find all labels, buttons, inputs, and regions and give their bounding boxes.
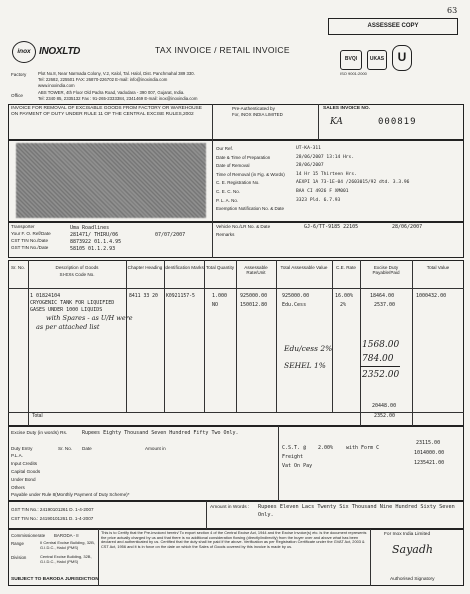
cst-label: C.S.T. @ <box>282 445 307 451</box>
cst-tin-value: 8873922 01.1.4.95 <box>70 239 122 245</box>
handwritten-sum-line <box>360 366 400 367</box>
capital-goods-label: Capital Goods <box>11 469 41 474</box>
item-cess-duty: 2537.00 <box>374 302 396 308</box>
payable-note: Payable under Rule 8(Monthly Payment of Duty Scheme)* <box>11 492 130 497</box>
signatory-label: Authorised Signatory <box>390 577 435 582</box>
detail-row: Exemption Notification No. & Date <box>216 206 285 212</box>
col-chapter: Chapter Heading <box>127 265 163 270</box>
handwritten-note-attached: as per attached list <box>36 323 100 331</box>
table-total-label: Total <box>32 413 43 419</box>
detail-row: Our Ref. UT-KA-311 <box>216 146 321 151</box>
item-rate: 925000.00 <box>240 293 268 299</box>
cst-value: 23115.00 <box>416 440 441 446</box>
range-value: II Central Excise Building, 32B, G.I.D.C., Halol (PMS) <box>40 540 95 550</box>
copy-label: ASSESSEE COPY <box>328 18 458 35</box>
handwritten-amount-1: 1568.00 <box>362 340 400 350</box>
handwritten-sehel: SEHEL 1% <box>284 361 326 370</box>
sr-no-label: Sr. No. <box>58 446 73 451</box>
cst-rate: 2.00% <box>318 445 334 451</box>
factory-label: Factory <box>11 72 27 77</box>
factory-address: Plot No.8, Near Narmada Colony, V.2, Kalol, Tal. Halol, Dist. Panchmahal 389 330. <box>38 71 195 76</box>
transporter-label: Transporter <box>11 224 35 229</box>
item-edu-cess-label: Edu.Cess <box>282 302 307 308</box>
detail-row: P. L. A. No. 3323 Pld. 6.7.93 <box>216 197 341 203</box>
item-desc-line1: CRYOGENIC TANK FOR LIQUIFIED <box>30 300 115 306</box>
handwritten-amount-2: 784.00 <box>362 354 394 364</box>
vat-value: 1235421.00 <box>414 460 445 466</box>
gst-tin-label: GST TIN No./Date <box>11 245 49 250</box>
item-chapter: 8411 33 20 <box>129 294 158 299</box>
jurisdiction-note: SUBJECT TO BARODA JURISDICTION <box>11 577 99 582</box>
office-label: Office <box>11 93 23 98</box>
authorised-signature: Sayadh <box>392 543 433 556</box>
item-excise-duty: 18464.00 <box>370 293 395 299</box>
vehicle-label: Vehicle No./LR No. & Date <box>216 224 271 229</box>
amount-words: Rupees Eleven Lacs Twenty Six Thousand Nine Hundred Sixty Seven Only. <box>258 504 455 518</box>
sales-invoice-number: 000819 <box>378 117 417 127</box>
item-quantity: 1.000 <box>212 293 228 299</box>
iso-note: ISO 9001:2000 <box>340 71 367 76</box>
col-ce-rate: C.E. Rate <box>336 265 356 270</box>
others-label: Others <box>11 485 25 490</box>
invoice-details <box>216 146 461 215</box>
inox-logo-icon: inox <box>12 41 36 63</box>
item-rate-secondary: 150012.80 <box>240 302 268 308</box>
gst-tin-value: 58105 01.1.2.93 <box>70 246 116 252</box>
col-description-sub: SI-EXs Code No. <box>59 272 95 277</box>
division-value: Central Excise Building, 32B, G.I.D.C., Halol (PMS) <box>40 554 92 564</box>
item-assessable-value: 925000.00 <box>282 293 310 299</box>
table-total-cess: 2352.00 <box>374 413 396 419</box>
freight-value: 1014000.00 <box>414 450 445 456</box>
invoice-title: TAX INVOICE / RETAIL INVOICE <box>155 45 290 55</box>
item-cess-rate: 2% <box>340 302 347 308</box>
lr-number: 281471/ THIRU/06 <box>70 232 119 238</box>
duty-words-label: Excise Duty (in words) Rs. <box>11 431 68 436</box>
bvqi-certification-icon: BVQI <box>340 50 362 70</box>
amount-in-label: Amount in <box>145 446 166 451</box>
lr-date: 07/07/2007 <box>155 232 186 238</box>
item-quantity-unit: NO <box>212 302 219 308</box>
item-desc-line2: GASES UNDER 1000 LIQUIDS <box>30 307 103 313</box>
date-label: Date <box>82 446 92 451</box>
item-total-value: 1000432.00 <box>416 293 447 299</box>
transporter-value: Uma Roadlines <box>70 225 110 231</box>
under-bond-label: Under Bond <box>11 477 36 482</box>
range-label: Range <box>11 541 24 546</box>
commissionerate-label: Commissionerate <box>11 533 46 538</box>
authenticated-for: For, INOX INDIA LIMITED <box>232 112 283 117</box>
gst-tin-line: GST TIN No.: 24190101261 D. 1-4-2007 <box>11 507 94 512</box>
detail-row: C. E. C. No. BAA CI 4926 F XM001 <box>216 188 349 194</box>
detail-row: Time of Removal (in Fig. & Words) 14 Hr 15 Thirteen Hrs. <box>216 171 357 177</box>
office-address: ABS TOWER, 4th Floor Old Padra Road, Vadodara - 390 007, Gujarat, India. <box>38 90 185 95</box>
col-quantity: Total Quantity <box>205 265 235 270</box>
vehicle-number: GJ-6/TT-9185 22105 <box>304 224 359 230</box>
detail-row: Date of Removal 28/06/2007 <box>216 163 324 169</box>
handwritten-edu-cess: Edu/cess 2% <box>284 344 333 353</box>
col-rate: Assessable Rate/Unit <box>244 265 268 276</box>
vehicle-date: 28/06/2007 <box>392 224 423 230</box>
item-ce-rate: 16.00% <box>335 293 354 299</box>
cst-note: with Form C <box>346 445 380 451</box>
division-label: Division <box>11 555 27 560</box>
col-description: Description of Goods <box>55 265 99 270</box>
col-total-value: Total Value <box>426 265 450 270</box>
certification-text: This is to Certify that the Pre-invoiced herein/ To export section 4 of the Central Excise Act, 1944 and the Excise Invoice(s) etc. is the document represents the price actually charged by us and that there is no additional consideration flowing (directly/indirectly) from the buyer over and above what has been declared and authenticated by us. Certified that the duty shall be paid if the above. Verification as per Registration Certificate under the GVAT Act, 2003 & CST Act, 1956 and it is in force on the date on which the Sales of Goods covered by this invoice is made by us. <box>101 530 367 550</box>
u-stamp-certification-icon: U <box>392 45 412 71</box>
company-website: www.inoxindia.com <box>38 83 75 88</box>
cst-tin-label: CST TIN No./Date <box>11 238 49 243</box>
office-contact: Tel: 2340 85, 2335132 Fax : 91-265-2333384, 2341469 E-mail: inox@inoxindia.com <box>38 96 198 101</box>
sales-invoice-label: SALES INVOICE NO. <box>323 106 370 111</box>
table-total-duty: 20448.00 <box>372 403 397 409</box>
input-credits-label: Input Credits <box>11 461 38 466</box>
handwritten-total: 2352.00 <box>362 370 400 380</box>
duty-entry-label: Duty Entry <box>11 446 33 451</box>
duty-summary-section <box>8 426 464 501</box>
handwritten-note-spares: with Spares - as U/H were <box>46 314 133 322</box>
redacted-buyer-address <box>16 143 206 218</box>
company-name: INOXLTD <box>39 46 81 57</box>
pla-label: P.L.A. <box>11 453 23 458</box>
item-identification: K0921157-5 <box>166 294 195 299</box>
duty-words: Rupees Eighty Thousand Seven Hundred Fifty Two Only. <box>82 430 239 436</box>
col-assessable-value: Total Assessable Value <box>280 265 328 270</box>
remarks-label: Remarks <box>216 232 235 237</box>
item-desc-code: 1 01824104 <box>30 293 61 299</box>
freight-label: Freight <box>282 454 304 460</box>
detail-row: Date & Time of Preparation 28/06/2007 13:14 Hrs. <box>216 154 355 160</box>
commissionerate-value: BARODA - II <box>54 533 79 538</box>
ukas-certification-icon: UKAS <box>367 50 387 70</box>
factory-contact: Tel: 22682, 225501 FAX: 26870-226702 E-mail: info@inoxindia.com <box>38 77 168 82</box>
col-excise-duty: Excise Duty Payable/Paid <box>372 265 400 276</box>
lr-label: Your F. O. Ref/Date <box>11 231 51 236</box>
clearance-note: INVOICE FOR REMOVAL OF EXCISABLE GOODS FROM FACTORY OR WAREHOUSE ON PAYMENT OF DUTY UNDER RULE 11 OF THE CENTRAL EXCISE RULES,2002 <box>11 106 202 117</box>
authenticated-label: Pre-Authenticated by <box>232 106 275 111</box>
amount-words-label: Amount in Words : <box>210 505 250 510</box>
sales-invoice-prefix: KA <box>330 117 343 127</box>
signatory-for: For Inox India Limited <box>384 532 431 537</box>
cst-tin-line: CST TIN No.: 24190101261 D. 1-4-2007 <box>11 516 94 521</box>
page-corner-number: 63 <box>447 6 458 15</box>
col-sr-no: Sr. No. <box>10 265 26 270</box>
col-identification: Identification Marks <box>164 265 204 270</box>
detail-row: C. E. Registration No. AEXPI 1A 73-1E-04 /2603015/92 dtd. 3.3.96 <box>216 180 410 186</box>
vat-label: Vat On Pay <box>282 463 313 469</box>
